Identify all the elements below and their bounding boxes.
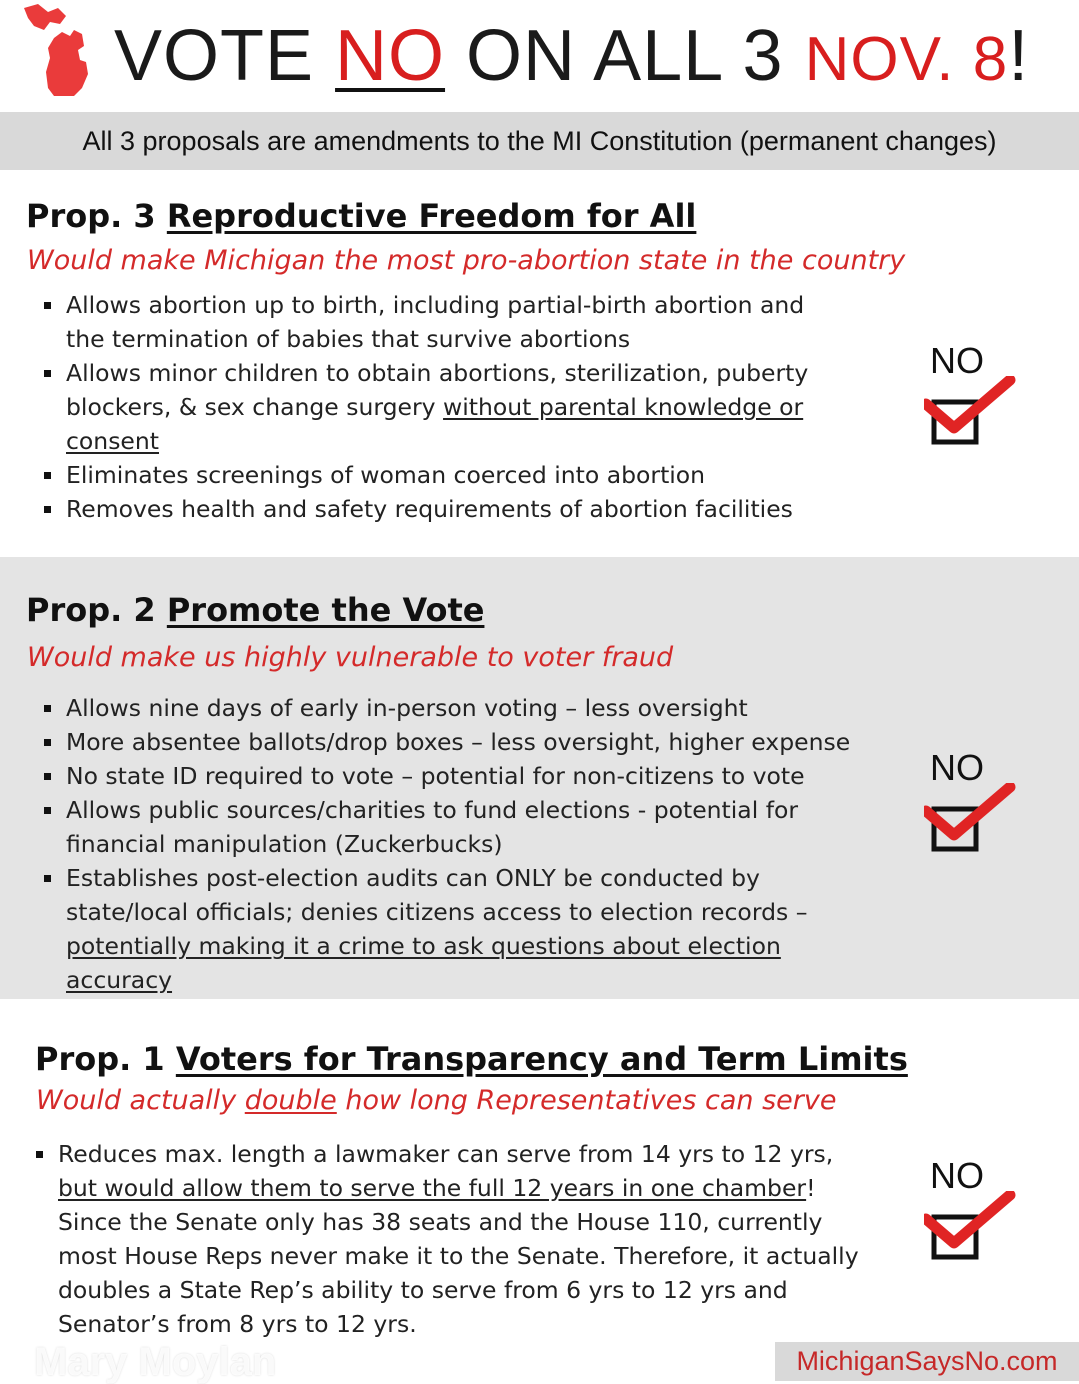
prop3-vote-no [924, 340, 1024, 450]
watermark: Mary Moylan [34, 1340, 277, 1384]
prop2-name: Promote the Vote [166, 591, 485, 629]
list-item [42, 861, 886, 997]
vote-label: NO [930, 340, 984, 381]
prop1-section [0, 999, 1079, 1381]
title-middle: ON ALL 3 [445, 16, 805, 96]
prop2-title [26, 590, 484, 630]
prop2-tagline: Would make us highly vulnerable to voter fraud [27, 642, 674, 673]
tagline-text: how long Representatives can serve [336, 1085, 837, 1116]
bullet-text: Establishes post-election audits can ONLY be conducted by state/local officials; denies citizens access to election records – [66, 864, 808, 926]
prop1-name: Voters for Transparency and Term Limits [175, 1040, 908, 1078]
tagline-underlined: double [244, 1085, 337, 1116]
page-title [114, 14, 1029, 102]
list-item: Eliminates screenings of woman coerced into abortion [42, 458, 842, 492]
vote-label: NO [930, 747, 984, 788]
prop1-vote-no [924, 1155, 1024, 1265]
prop1-tagline [36, 1084, 836, 1118]
bullet-text: ! Since the Senate only has 38 seats and the House 110, currently most House Reps never make it to the Senate. Therefore, it actually doubles a State Rep’s ability to serve from 6 yrs to 12 yrs and Senator’s from 8 yrs to 12 yrs. [58, 1174, 859, 1338]
bullet-underlined-text: but would allow them to serve the full 12 years in one chamber [58, 1174, 807, 1202]
bullet-underlined-text: without parental knowledge or consent [66, 393, 804, 455]
title-prefix: VOTE [114, 16, 336, 96]
checkbox-check-icon [924, 376, 1024, 450]
subtitle-bar: All 3 proposals are amendments to the MI Constitution (permanent changes) [0, 112, 1079, 170]
list-item [42, 356, 842, 458]
title-date: NOV. 8 [804, 25, 1009, 94]
checkbox-check-icon [924, 1191, 1024, 1265]
website-link[interactable]: MichiganSaysNo.com [775, 1342, 1079, 1381]
prop3-name: Reproductive Freedom for All [166, 197, 697, 235]
title-no: NO [335, 16, 446, 96]
header [0, 0, 1079, 112]
list-item: Removes health and safety requirements of abortion facilities [42, 492, 842, 526]
list-item: More absentee ballots/drop boxes – less oversight, higher expense [42, 725, 872, 759]
bullet-text: Allows minor children to obtain abortions, sterilization, puberty blockers, & sex change surgery [66, 359, 809, 421]
prop2-vote-no [924, 747, 1024, 857]
vote-label: NO [930, 1155, 984, 1196]
prop2-bullets [42, 691, 872, 997]
checkbox-check-icon [924, 783, 1024, 857]
list-item: No state ID required to vote – potential for non-citizens to vote [42, 759, 872, 793]
prop3-prefix: Prop. 3 [26, 197, 167, 235]
prop1-bullets [34, 1137, 864, 1341]
prop1-prefix: Prop. 1 [35, 1040, 176, 1078]
prop3-section [0, 170, 1079, 557]
prop3-title [26, 196, 696, 236]
prop2-prefix: Prop. 2 [26, 591, 167, 629]
list-item: Allows public sources/charities to fund elections - potential for financial manipulation (Zuckerbucks) [42, 793, 826, 861]
list-item: Allows nine days of early in-person voting – less oversight [42, 691, 872, 725]
tagline-text: Would actually [36, 1085, 245, 1116]
bullet-underlined-text: potentially making it a crime to ask questions about election accuracy [66, 932, 781, 994]
prop2-section [0, 557, 1079, 999]
prop1-title [35, 1039, 908, 1079]
prop3-tagline: Would make Michigan the most pro-abortion state in the country [27, 245, 906, 276]
title-suffix: ! [1008, 16, 1030, 96]
michigan-map-icon [14, 2, 104, 98]
prop3-bullets [42, 288, 842, 526]
bullet-text: Reduces max. length a lawmaker can serve from 14 yrs to 12 yrs, [58, 1140, 834, 1168]
list-item [34, 1137, 864, 1341]
list-item: Allows abortion up to birth, including partial-birth abortion and the termination of babies that survive abortions [42, 288, 842, 356]
